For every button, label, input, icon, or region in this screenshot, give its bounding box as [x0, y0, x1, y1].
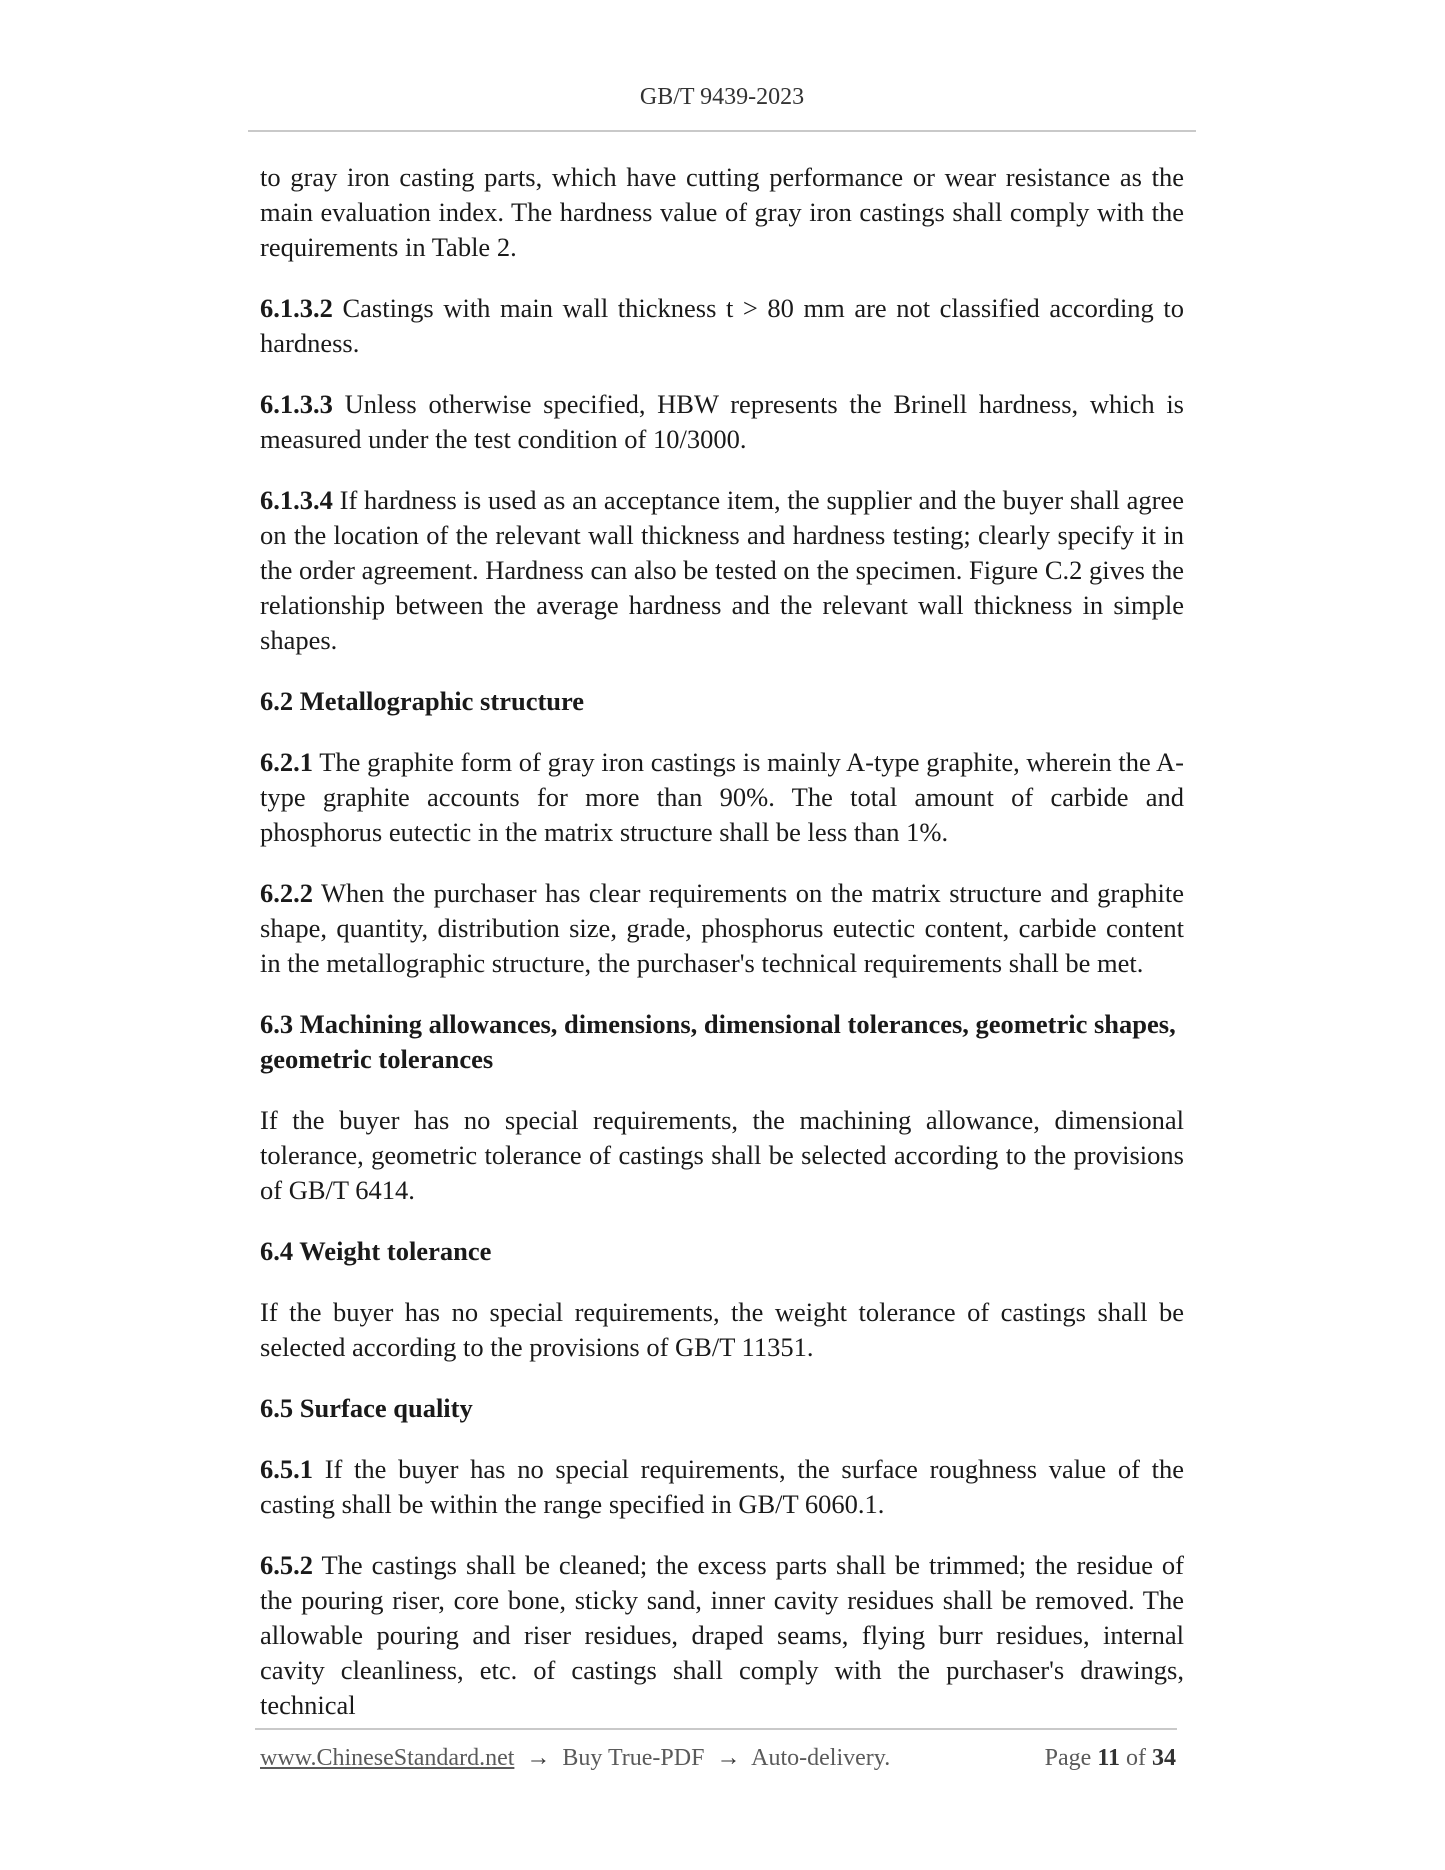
paragraph-6-3 — [260, 1103, 1184, 1208]
clause-number: 6.5.2 — [260, 1550, 313, 1580]
section-heading-6-2: 6.2 Metallographic structure — [260, 686, 585, 716]
arrow-right-icon: → — [526, 1745, 551, 1771]
section-heading-6-5: 6.5 Surface quality — [260, 1393, 473, 1423]
document-body — [260, 160, 1184, 1723]
paragraph-6-5-2 — [260, 1548, 1184, 1723]
paragraph-6-1-3-3 — [260, 387, 1184, 457]
auto-delivery-text: Auto-delivery. — [751, 1745, 891, 1771]
page-current: 11 — [1097, 1745, 1120, 1771]
paragraph-6-1-3-2 — [260, 291, 1184, 361]
paragraph-6-1-3-4 — [260, 483, 1184, 658]
paragraph-text: If the buyer has no special requirements, the machining allowance, dimensional tolerance, geometric tolerance of castings shall be selected according to the provisions of GB/T 6414. — [260, 1105, 1184, 1205]
paragraph-6-5-1 — [260, 1452, 1184, 1522]
clause-number: 6.2.2 — [260, 878, 313, 908]
paragraph-text: If hardness is used as an acceptance item, the supplier and the buyer shall agree on the location of the relevant wall thickness and hardness testing; clearly specify it in the order agreement. Hardness can also be tested on the specimen. Figure C.2 gives the relationship between the average hardness and the relevant wall thickness in simple shapes. — [260, 485, 1184, 655]
paragraph-text: to gray iron casting parts, which have cutting performance or wear resistance as the main evaluation index. The hardness value of gray iron castings shall comply with the requirements in Table 2. — [260, 162, 1184, 262]
paragraph-text: The graphite form of gray iron castings is mainly A-type graphite, wherein the A-type graphite accounts for more than 90%. The total amount of carbide and phosphorus eutectic in the matrix structure shall be less than 1%. — [260, 747, 1184, 847]
section-heading-6-4: 6.4 Weight tolerance — [260, 1236, 492, 1266]
paragraph-6-2-2 — [260, 876, 1184, 981]
paragraph-intro — [260, 160, 1184, 265]
paragraph-text: Castings with main wall thickness t > 80 mm are not classified according to hardness. — [260, 293, 1184, 358]
page-label: Page — [1044, 1745, 1092, 1771]
paragraph-text: If the buyer has no special requirements, the weight tolerance of castings shall be selected according to the provisions of GB/T 11351. — [260, 1297, 1184, 1362]
page-total: 34 — [1152, 1745, 1176, 1771]
clause-number: 6.5.1 — [260, 1454, 313, 1484]
clause-number: 6.1.3.2 — [260, 293, 333, 323]
clause-number: 6.1.3.3 — [260, 389, 333, 419]
paragraph-6-2-1 — [260, 745, 1184, 850]
site-link[interactable]: www.ChineseStandard.net — [260, 1745, 515, 1771]
paragraph-6-4 — [260, 1295, 1184, 1365]
page-of-label: of — [1126, 1745, 1146, 1771]
footer-divider — [255, 1728, 1177, 1730]
paragraph-text: Unless otherwise specified, HBW represents the Brinell hardness, which is measured under the test condition of 10/3000. — [260, 389, 1184, 454]
page-number — [1045, 1745, 1176, 1772]
paragraph-text: When the purchaser has clear requirements on the matrix structure and graphite shape, quantity, distribution size, grade, phosphorus eutectic content, carbide content in the metallographic structure, the purchaser's technical requirements shall be met. — [260, 878, 1184, 978]
section-heading-6-3: 6.3 Machining allowances, dimensions, dimensional tolerances, geometric shapes, geometric tolerances — [260, 1009, 1176, 1074]
footer-links — [260, 1745, 890, 1772]
arrow-right-icon: → — [716, 1745, 741, 1771]
clause-number: 6.1.3.4 — [260, 485, 333, 515]
paragraph-text: The castings shall be cleaned; the excess parts shall be trimmed; the residue of the pouring riser, core bone, sticky sand, inner cavity residues shall be removed. The allowable pouring and riser residues, draped seams, flying burr residues, internal cavity cleanliness, etc. of castings shall comply with the purchaser's drawings, technical — [260, 1550, 1184, 1720]
page-header: GB/T 9439-2023 — [639, 84, 805, 110]
clause-number: 6.2.1 — [260, 747, 313, 777]
paragraph-text: If the buyer has no special requirements, the surface roughness value of the casting shall be within the range specified in GB/T 6060.1. — [260, 1454, 1184, 1519]
buy-pdf-text: Buy True-PDF — [562, 1745, 705, 1771]
header-divider — [248, 130, 1196, 132]
